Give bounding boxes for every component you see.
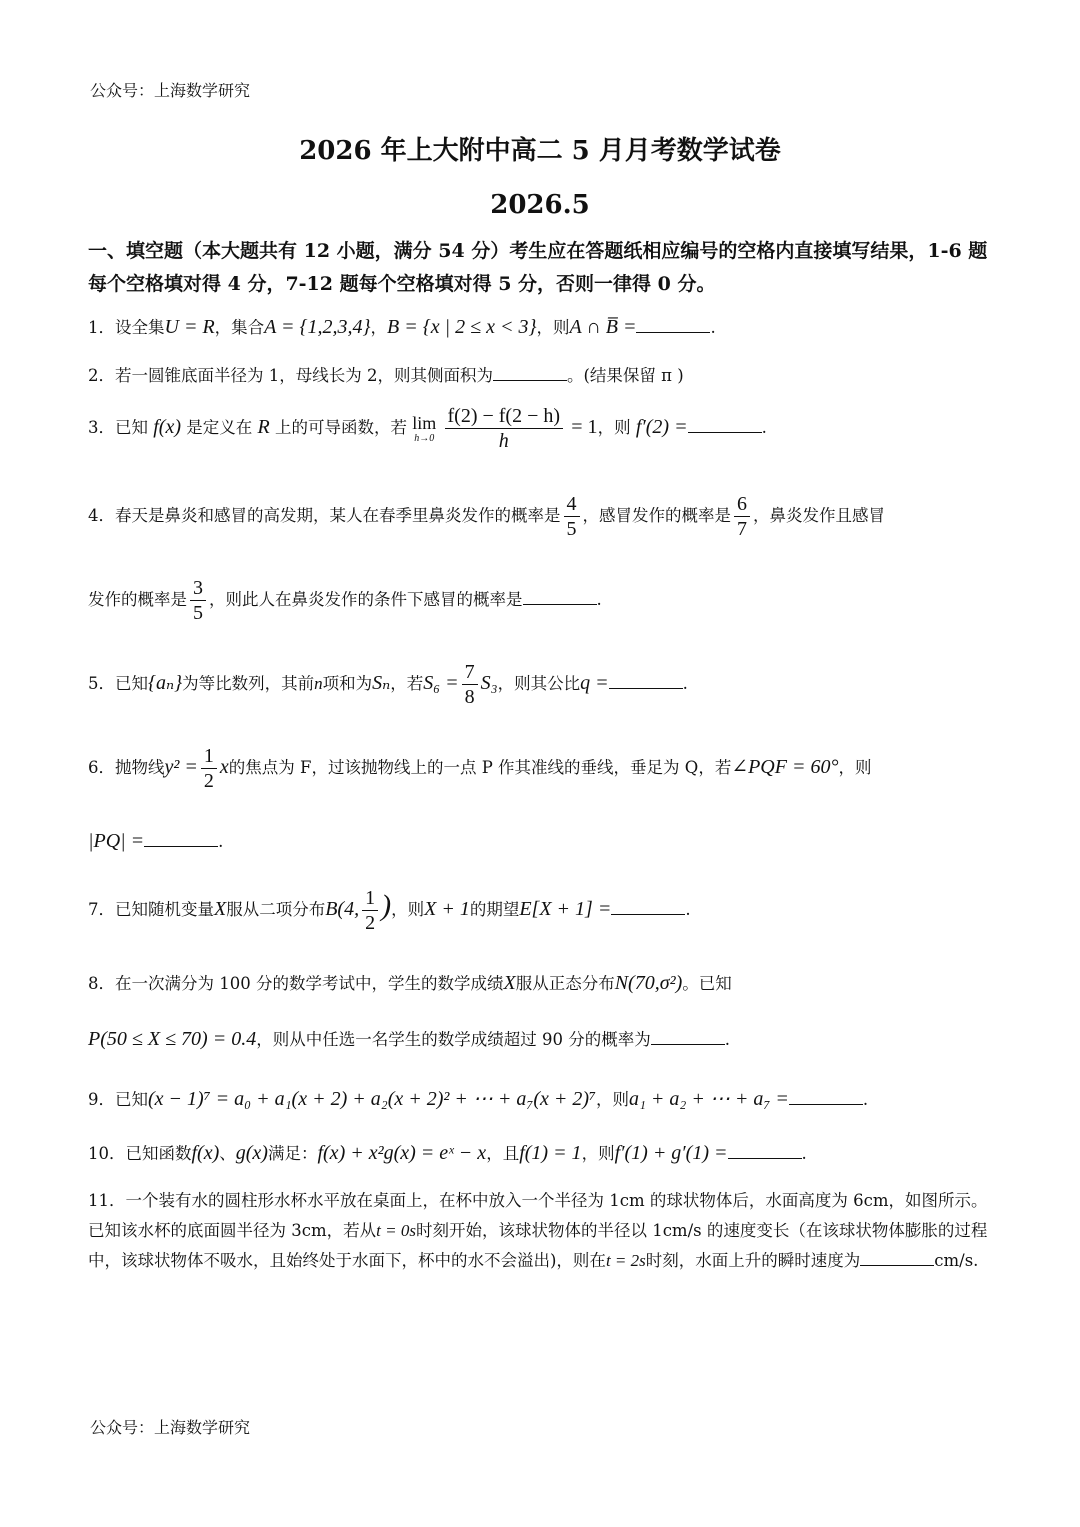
question-2 <box>88 362 684 386</box>
q7-math-b: B(4, <box>325 898 360 920</box>
q5-text-e: 项和为 <box>322 674 373 693</box>
answer-blank[interactable] <box>789 1090 863 1105</box>
question-5 <box>88 660 688 709</box>
q11-math-t0: t = 0s <box>376 1221 416 1240</box>
q11-math-t2: t = 2s <box>605 1251 646 1270</box>
q10-math-f1: f(1) = 1 <box>519 1142 582 1164</box>
question-6 <box>88 744 871 793</box>
q4-text-c: ，鼻炎发作且感冒 <box>753 506 885 525</box>
q3-limsub: h→0 <box>414 433 435 444</box>
q4-frac2-den: 7 <box>737 518 747 540</box>
page-footer: 公众号：上海数学研究 <box>90 1418 251 1437</box>
q5-period: . <box>682 674 688 693</box>
q6-period: . <box>218 832 224 851</box>
answer-blank[interactable] <box>493 366 567 381</box>
q6-text-d: 的焦点为 F，过该抛物线上的一点 P 作其准线的垂线，垂足为 Q，若 <box>228 758 732 777</box>
q5-frac-den: 8 <box>464 686 475 708</box>
section-intro: 一、填空题（本大题共有 12 小题，满分 54 分）考生应在答题纸相应编号的空格内直接填写结果，1-6 题每个空格填对得 4 分，7-12 题每个空格填对得 5 分，否则一律得 0 分。 <box>88 240 988 295</box>
q4-frac2-num: 6 <box>737 493 747 515</box>
question-3 <box>88 404 767 453</box>
q4-text-e: ，则此人在鼻炎发作的条件下感冒的概率是 <box>209 590 523 609</box>
question-8-line-2 <box>88 1026 730 1051</box>
q3-text-c: 是定义在 <box>186 418 253 437</box>
question-8 <box>88 970 732 995</box>
q10-math-f: f(x) <box>191 1142 220 1164</box>
q10-text-e: 满足： <box>267 1144 318 1163</box>
q10-text-i: ，则 <box>581 1144 615 1163</box>
q11-text-f: cm/s. <box>934 1251 979 1270</box>
q5-math-s6: S₆ = <box>423 672 459 694</box>
q9-period: . <box>862 1090 869 1109</box>
q3-denominator: h <box>498 430 509 452</box>
q3-lim: lim <box>412 413 437 433</box>
q8-text-a: 8．在一次满分为 100 分的数学考试中，学生的数学成绩 <box>88 974 504 993</box>
answer-blank[interactable] <box>144 832 218 847</box>
q4-frac3-den: 5 <box>193 602 203 624</box>
q3-math-eq: = 1 <box>571 416 598 438</box>
q6-frac-num: 1 <box>203 745 214 767</box>
q5-text-c: 为等比数列，其前 <box>182 674 315 693</box>
q5-text-a: 5．已知 <box>88 674 148 693</box>
q4-text-a: 4．春天是鼻炎和感冒的高发期，某人在春季里鼻炎发作的概率是 <box>88 506 561 525</box>
q8-period: . <box>724 1030 730 1049</box>
q5-math-sn: Sₙ <box>372 672 391 694</box>
q5-math-q: q = <box>580 672 609 694</box>
q7-text-a: 7．已知随机变量 <box>88 900 214 919</box>
q3-numerator: f(2) − f(2 − h) <box>447 405 561 427</box>
q1-math-set-b: B = {x | 2 ≤ x < 3} <box>387 316 537 338</box>
q6-math-pq: |PQ| = <box>88 830 145 852</box>
exam-title: 2026 年上大附中高二 5 月月考数学试卷 <box>299 136 781 166</box>
answer-blank[interactable] <box>636 318 710 333</box>
q10-text-g: ，且 <box>486 1144 520 1163</box>
q8-math-x: X <box>503 972 516 994</box>
q9-math-expansion: (x − 1)⁷ = a₀ + a₁(x + 2) + a₂(x + 2)² + ⋯ + a₇(x + 2)⁷ <box>148 1088 596 1110</box>
q5-fraction <box>462 660 478 709</box>
q7-math-e: E[X + 1] = <box>519 898 612 920</box>
q10-period: . <box>801 1144 807 1163</box>
q1-text-g: ，则 <box>536 318 570 337</box>
question-10 <box>88 1140 807 1165</box>
exam-date: 2026.5 <box>490 190 590 220</box>
q7-text-f: ，则 <box>391 900 425 919</box>
q1-text-c: ，集合 <box>214 318 265 337</box>
q7-frac-num: 1 <box>365 887 376 909</box>
q10-text-c: 、 <box>219 1144 236 1163</box>
q4-frac1-num: 4 <box>566 493 577 515</box>
q1-text-e: ， <box>370 318 388 337</box>
q5-math-s3: S₃ <box>480 672 498 694</box>
q4-text-b: ，感冒发作的概率是 <box>582 506 731 525</box>
q6-text-a: 6．抛物线 <box>88 758 165 777</box>
q5-frac-num: 7 <box>464 661 475 683</box>
answer-blank[interactable] <box>860 1251 934 1266</box>
q3-limit <box>412 413 436 444</box>
q3-text-g: ，则 <box>597 418 631 437</box>
q1-period: . <box>710 318 716 337</box>
question-1 <box>88 314 716 339</box>
q3-math-derivative: f′(2) = <box>635 416 688 438</box>
q7-math-close: ) <box>381 889 392 922</box>
q10-math-g: g(x) <box>235 1142 268 1164</box>
q7-period: . <box>685 900 691 919</box>
q1-math-universe: U = R <box>164 316 215 338</box>
q4-frac-2 <box>734 492 750 541</box>
q6-frac-den: 2 <box>203 770 214 792</box>
q4-frac3-num: 3 <box>193 577 203 599</box>
q10-text-a: 10．已知函数 <box>88 1144 192 1163</box>
question-4 <box>88 492 885 541</box>
q1-math-set-a: A = {1,2,3,4} <box>264 316 371 338</box>
q10-math-eq: f(x) + x²g(x) = eˣ − x <box>317 1142 487 1164</box>
q7-text-c: 服从二项分布 <box>226 900 326 919</box>
q9-math-sum: a₁ + a₂ + ⋯ + a₇ = <box>628 1088 789 1110</box>
answer-blank[interactable] <box>688 418 762 433</box>
q5-math-seq: {aₙ} <box>148 672 183 694</box>
q7-math-x1: X + 1 <box>424 898 470 920</box>
q6-math-x: x <box>219 756 229 778</box>
q6-math-y2: y² = <box>164 756 198 778</box>
q11-text-e: 时刻，水面上升的瞬时速度为 <box>645 1251 861 1270</box>
q11-text-a: 11．一个装有水的圆柱形水杯水平放在桌面上，在杯中放入一个半径为 1cm 的球状物体后，水面高度为 6cm，如图所示。已知该水杯的底面圆半径为 3cm，若从 <box>88 1191 988 1240</box>
question-11 <box>88 1186 998 1276</box>
q8-text-e: 。已知 <box>682 974 732 993</box>
q1-math-expr: A ∩ B̅ = <box>569 316 637 338</box>
q2-text-b: 。(结果保留 π ) <box>566 366 684 385</box>
q7-math-x: X <box>214 898 227 920</box>
q3-math-fx: f(x) <box>153 416 182 438</box>
q4-text-d: 发作的概率是 <box>88 590 187 609</box>
q4-frac-3 <box>190 576 206 625</box>
q9-text-c: ，则 <box>595 1090 629 1109</box>
q4-period: . <box>596 590 602 609</box>
q7-fraction <box>362 886 378 935</box>
q6-text-f: ，则 <box>838 758 872 777</box>
q7-text-h: 的期望 <box>469 900 520 919</box>
q1-text-a: 1．设全集 <box>88 318 165 337</box>
q8-text-g: ，则从中任选一名学生的数学成绩超过 90 分的概率为 <box>256 1030 651 1049</box>
q7-frac-den: 2 <box>365 912 376 934</box>
q11-text-c: 时刻开始，该球状物体的半径以 1cm/s 的速度变长（在该球状物体膨胀的过程中，该球状物体不吸水，且始终处于水面下，杯中的水不会溢出)，则在 <box>88 1221 988 1270</box>
q8-math-prob: P(50 ≤ X ≤ 70) = 0.4 <box>88 1028 257 1050</box>
q3-period: . <box>761 418 767 437</box>
question-9 <box>88 1086 868 1111</box>
q9-text-a: 9．已知 <box>88 1090 148 1109</box>
q2-text-a: 2．若一圆锥底面半径为 1，母线长为 2，则其侧面积为 <box>88 366 493 385</box>
q6-fraction <box>201 744 217 793</box>
q3-text-a: 3．已知 <box>88 418 148 437</box>
q8-math-normal: N(70,σ²) <box>614 972 683 994</box>
question-4-line-2 <box>88 576 602 625</box>
answer-blank[interactable] <box>611 900 685 915</box>
q4-frac1-den: 5 <box>566 518 577 540</box>
q6-math-angle: ∠PQF = 60° <box>731 756 839 778</box>
answer-blank[interactable] <box>609 674 683 689</box>
q5-text-g: ，若 <box>390 674 424 693</box>
q5-text-j: ，则其公比 <box>497 674 581 693</box>
answer-blank[interactable] <box>728 1144 802 1159</box>
q5-math-n: n <box>314 674 323 693</box>
question-6-line-2 <box>88 830 223 853</box>
answer-blank[interactable] <box>523 590 597 605</box>
q10-math-deriv: f′(1) + g′(1) = <box>614 1142 728 1164</box>
q8-text-c: 服从正态分布 <box>515 974 615 993</box>
q4-frac-1 <box>564 492 580 541</box>
page-header: 公众号：上海数学研究 <box>90 81 251 100</box>
q3-fraction <box>445 404 564 453</box>
question-7 <box>88 886 691 935</box>
q3-text-e: 上的可导函数，若 <box>274 418 407 437</box>
answer-blank[interactable] <box>651 1030 725 1045</box>
q3-math-r: R <box>257 416 270 438</box>
